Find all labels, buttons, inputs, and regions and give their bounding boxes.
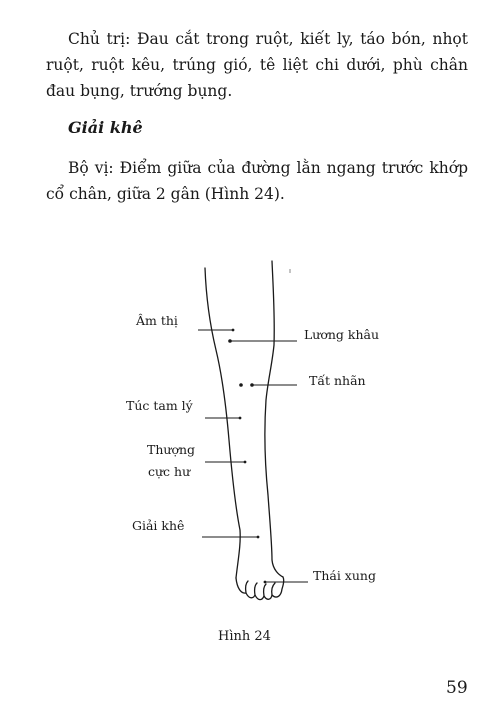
dot-tat-nhan-outer [250, 383, 254, 387]
dot-luong-khau [228, 339, 232, 343]
paragraph-indications: Chủ trị: Đau cắt trong ruột, kiết ly, táo bón, nhọt ruột, ruột kêu, trúng gió, tê liệt chi dưới, phù chân đau bụng, trướng bụng. [46, 30, 468, 100]
section-heading: Giải khê [68, 118, 143, 137]
leg-acupoint-figure [0, 255, 489, 625]
leg-outline [205, 261, 284, 600]
label-cu-hu: cực hư [148, 464, 191, 479]
dot-thai-xung [264, 581, 267, 584]
page-number: 59 [446, 678, 468, 698]
paragraph-location: Bộ vị: Điểm giữa của đường lằn ngang trước khớp cổ chân, giữa 2 gân (Hình 24). [46, 159, 468, 203]
label-tat-nhan: Tất nhãn [309, 373, 366, 388]
label-luong-khau: Lương khâu [304, 327, 380, 342]
figure-caption: Hình 24 [218, 629, 271, 644]
label-thai-xung: Thái xung [313, 568, 376, 583]
label-giai-khe: Giải khê [132, 518, 185, 533]
dot-giai-khe [257, 536, 260, 539]
label-thuong: Thượng [147, 442, 196, 457]
leader-lines [198, 330, 308, 582]
acupoint-dots [228, 329, 266, 584]
dot-am-thi [232, 329, 235, 332]
label-tuc-tam-ly: Túc tam lý [126, 398, 193, 413]
label-am-thi: Âm thị [136, 313, 178, 328]
leg-illustration [0, 255, 489, 625]
dot-tat-nhan-inner [239, 383, 243, 387]
dot-thuong-cu-hu [244, 461, 247, 464]
dot-tuc-tam-ly [239, 417, 242, 420]
